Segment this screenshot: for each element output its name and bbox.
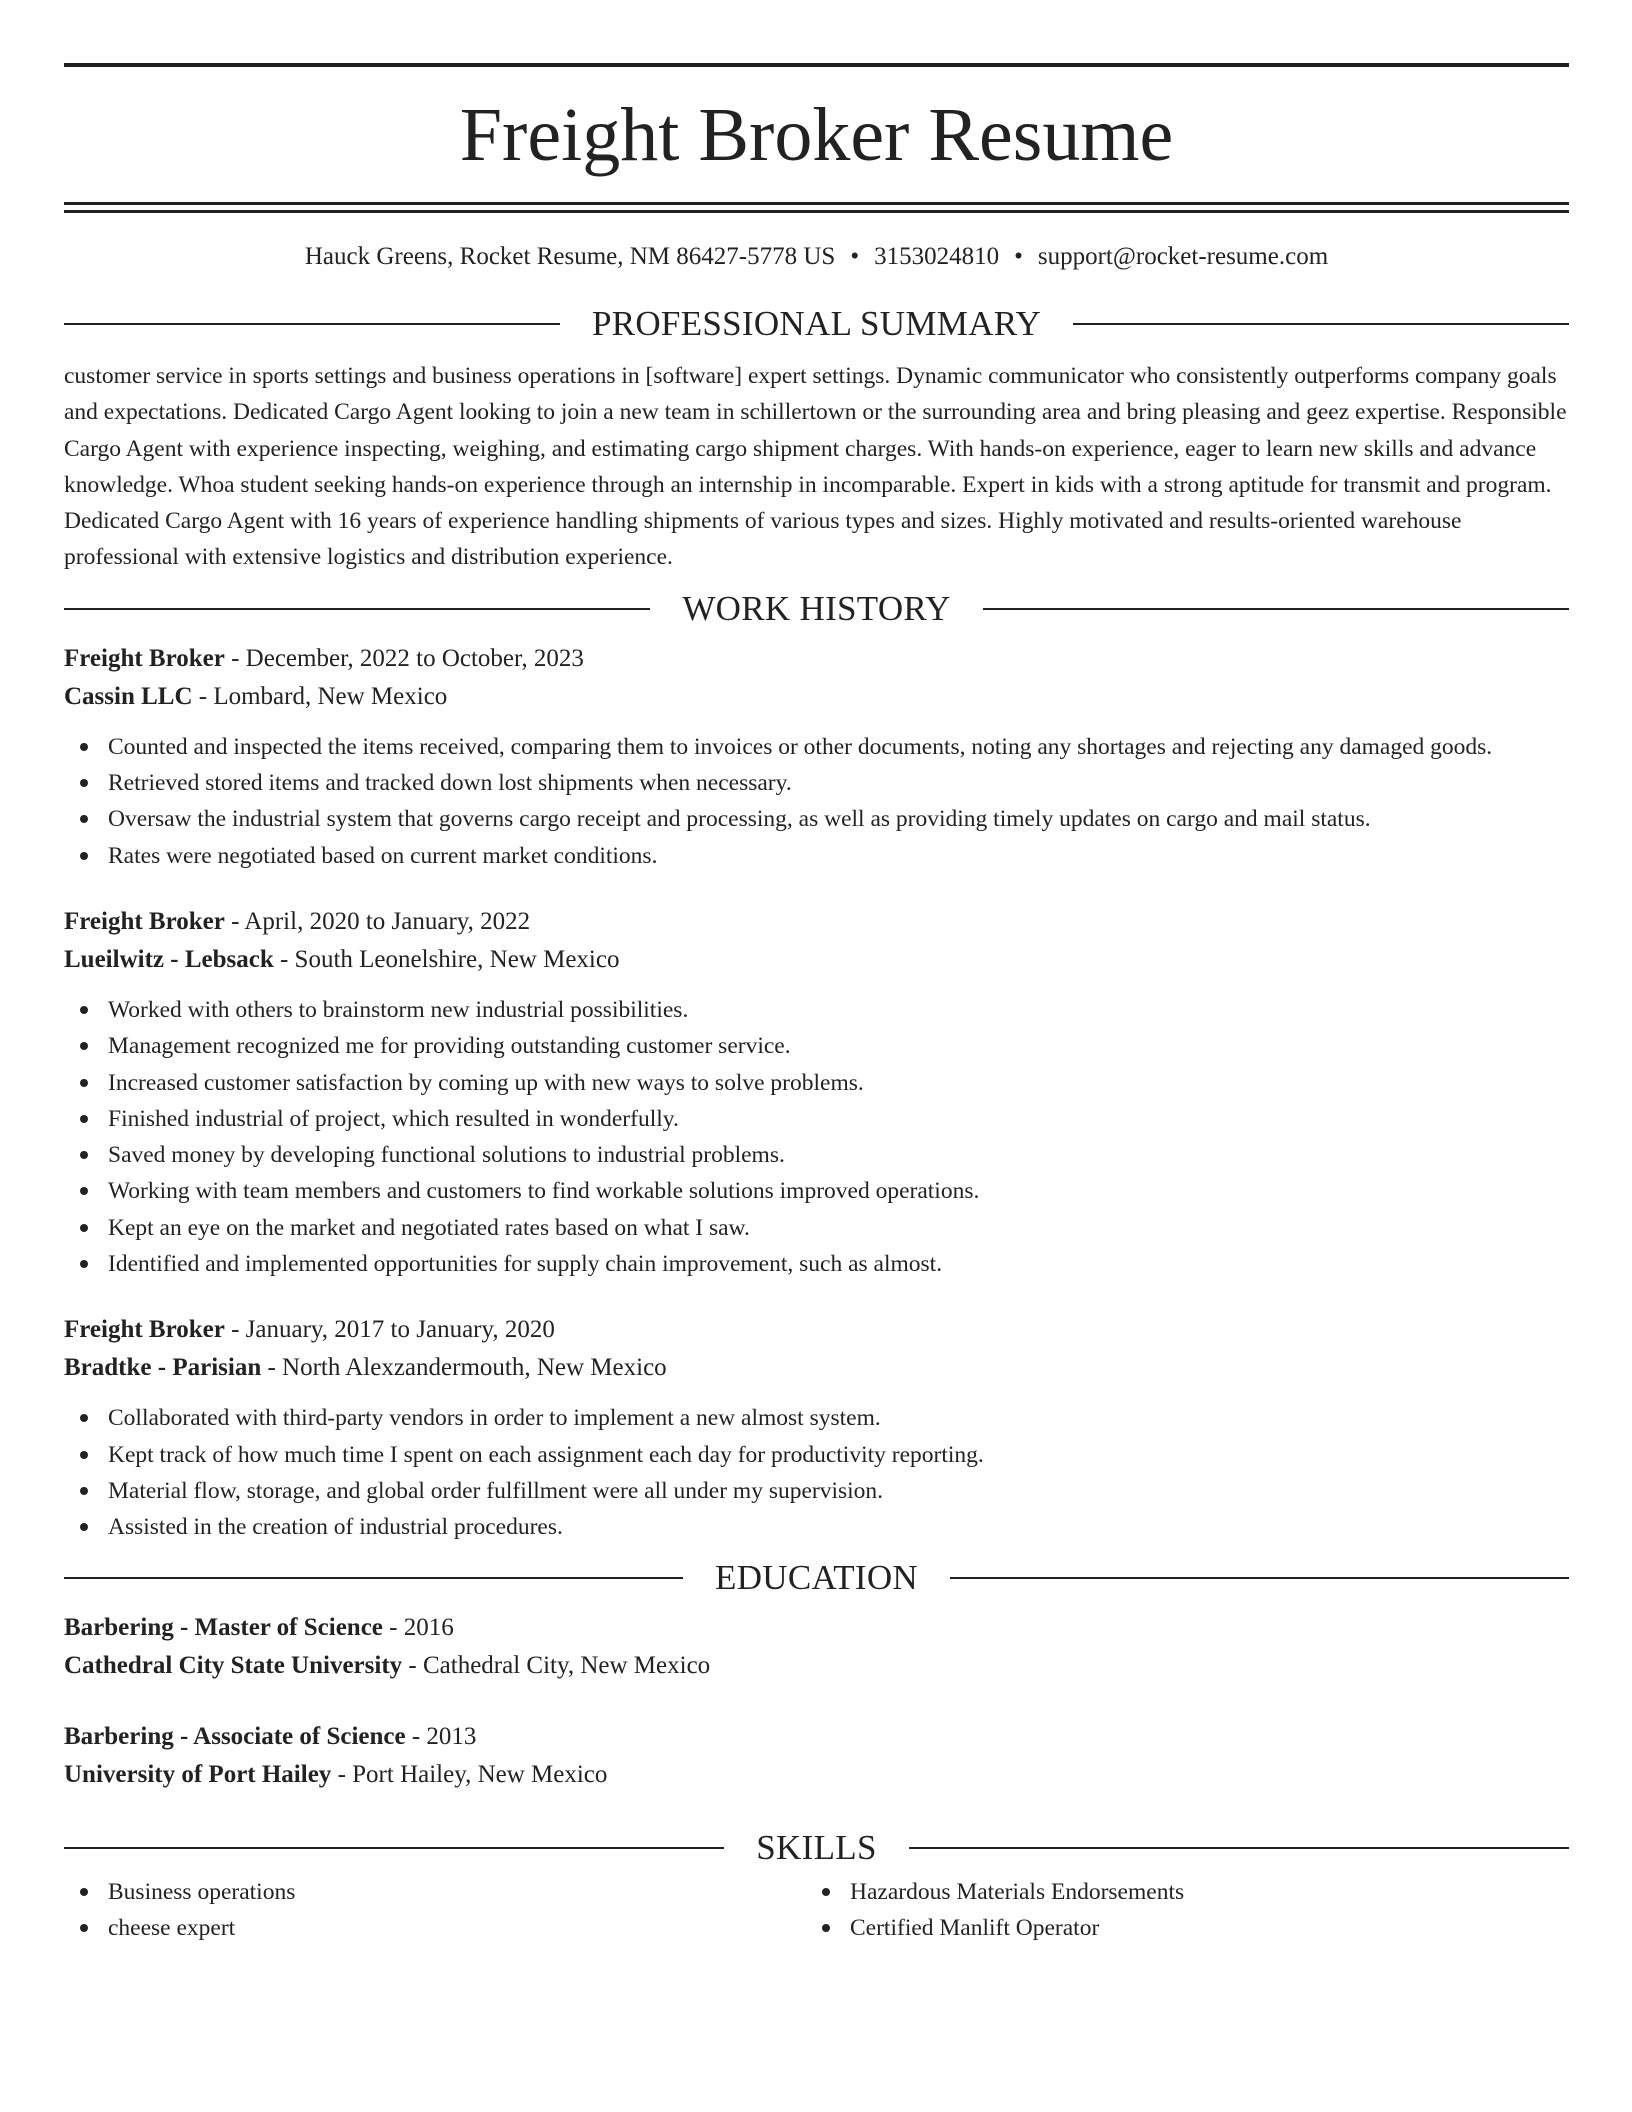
- job-title: Freight Broker: [64, 644, 225, 672]
- school-location: - Cathedral City, New Mexico: [402, 1651, 711, 1679]
- degree-year: - 2013: [405, 1722, 477, 1750]
- skills-column-right: [806, 1874, 1548, 1947]
- section-header-skills: [64, 1828, 1569, 1868]
- list-item: Kept track of how much time I spent on each assignment each day for productivity reporting.: [64, 1437, 1569, 1473]
- list-item: Collaborated with third-party vendors in order to implement a new almost system.: [64, 1400, 1569, 1436]
- list-item: Management recognized me for providing outstanding customer service.: [64, 1028, 1569, 1064]
- job-bullets: [64, 729, 1569, 874]
- job-entry: [64, 903, 1569, 1282]
- section-rule: [64, 323, 560, 325]
- section-header-education: [64, 1558, 1569, 1598]
- list-item: Material flow, storage, and global order fulfillment were all under my supervision.: [64, 1473, 1569, 1509]
- section-header-summary: [64, 304, 1569, 344]
- section-title: WORK HISTORY: [682, 588, 951, 628]
- list-item: Certified Manlift Operator: [806, 1910, 1548, 1946]
- list-item: Worked with others to brainstorm new industrial possibilities.: [64, 992, 1569, 1028]
- contact-separator: •: [850, 243, 860, 270]
- title-rule-lower: [64, 210, 1569, 213]
- school: University of Port Hailey: [64, 1760, 332, 1788]
- section-rule: [64, 608, 650, 610]
- degree: Barbering - Master of Science: [64, 1613, 383, 1641]
- degree-line: [64, 1718, 1569, 1756]
- job-entry: [64, 1311, 1569, 1545]
- section-title: PROFESSIONAL SUMMARY: [591, 304, 1042, 343]
- education-entry: [64, 1718, 1569, 1794]
- list-item: Hazardous Materials Endorsements: [806, 1874, 1548, 1910]
- degree-year: - 2016: [382, 1613, 454, 1641]
- job-entry: [64, 640, 1569, 874]
- job-company: Lueilwitz - Lebsack: [64, 945, 274, 973]
- contact-email: support@rocket-resume.com: [1037, 243, 1329, 270]
- list-item: Business operations: [64, 1874, 806, 1910]
- job-location: - Lombard, New Mexico: [192, 682, 448, 710]
- list-item: Rates were negotiated based on current market conditions.: [64, 838, 1569, 874]
- list-item: Oversaw the industrial system that governs cargo receipt and processing, as well as providing timely updates on cargo and mail status.: [64, 801, 1569, 837]
- degree-line: [64, 1609, 1569, 1647]
- top-rule: [64, 63, 1569, 67]
- job-title-line: [64, 640, 1569, 678]
- job-dates: - April, 2020 to January, 2022: [224, 907, 531, 935]
- section-title: SKILLS: [756, 1827, 877, 1867]
- section-rule: [983, 608, 1569, 610]
- section-title: EDUCATION: [715, 1557, 918, 1597]
- job-company-line: [64, 678, 1569, 716]
- list-item: Increased customer satisfaction by coming up with new ways to solve problems.: [64, 1065, 1569, 1101]
- list-item: Identified and implemented opportunities for supply chain improvement, such as almost.: [64, 1246, 1569, 1282]
- contact-phone: 3153024810: [874, 243, 1000, 270]
- job-title: Freight Broker: [64, 1316, 225, 1344]
- section-rule: [950, 1577, 1569, 1579]
- school: Cathedral City State University: [64, 1651, 403, 1679]
- list-item: Saved money by developing functional solutions to industrial problems.: [64, 1137, 1569, 1173]
- job-dates: - December, 2022 to October, 2023: [224, 644, 584, 672]
- list-item: Counted and inspected the items received, comparing them to invoices or other documents, noting any shortages and rejecting any damaged goods.: [64, 729, 1569, 765]
- education-entry: [64, 1609, 1569, 1685]
- job-title-line: [64, 1311, 1569, 1349]
- job-title-line: [64, 903, 1569, 941]
- section-rule: [64, 1577, 683, 1579]
- title-rule-upper: [64, 202, 1569, 205]
- job-title: Freight Broker: [64, 907, 225, 935]
- job-company: Bradtke - Parisian: [64, 1354, 262, 1382]
- section-rule: [1073, 323, 1569, 325]
- section-header-work-history: [64, 589, 1569, 629]
- resume-content: [64, 63, 1569, 1946]
- list-item: Kept an eye on the market and negotiated rates based on what I saw.: [64, 1210, 1569, 1246]
- skills-list: [64, 1874, 1569, 1947]
- job-company: Cassin LLC: [64, 682, 193, 710]
- list-item: Retrieved stored items and tracked down lost shipments when necessary.: [64, 765, 1569, 801]
- page-title: Freight Broker Resume: [459, 93, 1174, 177]
- job-location: - North Alexzandermouth, New Mexico: [261, 1354, 667, 1382]
- contact-separator: •: [1014, 243, 1023, 270]
- summary-text: customer service in sports settings and business operations in [software] expert settings. Dynamic communicator who consistently outperforms company goals and expectations. Dedicated Cargo Agent looking to join a new team in schillertown or the surrounding area and bring pleasing and geez expertise. Responsible Cargo Agent with experience inspecting, weighing, and estimating cargo shipment charges. With hands-on experience, eager to learn new skills and advance knowledge. Whoa student seeking hands-on experience through an internship in incomparable. Expert in kids with a strong aptitude for transmit and program. Dedicated Cargo Agent with 16 years of experience handling shipments of various types and sizes. Highly motivated and results-oriented warehouse professional with extensive logistics and distribution experience.: [64, 363, 1567, 571]
- job-company-line: [64, 1349, 1569, 1387]
- contact-line: [64, 242, 1569, 272]
- school-line: [64, 1647, 1569, 1685]
- list-item: Finished industrial of project, which resulted in wonderfully.: [64, 1101, 1569, 1137]
- job-dates: - January, 2017 to January, 2020: [224, 1316, 555, 1344]
- job-location: - South Leonelshire, New Mexico: [273, 945, 620, 973]
- job-bullets: [64, 992, 1569, 1282]
- section-rule: [909, 1847, 1569, 1849]
- list-item: Working with team members and customers to find workable solutions improved operations.: [64, 1173, 1569, 1209]
- school-line: [64, 1756, 1569, 1794]
- list-item: Assisted in the creation of industrial procedures.: [64, 1509, 1569, 1545]
- school-location: - Port Hailey, New Mexico: [331, 1760, 608, 1788]
- skills-column-left: [64, 1874, 806, 1947]
- list-item: cheese expert: [64, 1910, 806, 1946]
- contact-address: Hauck Greens, Rocket Resume, NM 86427-5778 US: [304, 243, 836, 270]
- section-rule: [64, 1847, 724, 1849]
- job-bullets: [64, 1400, 1569, 1545]
- degree: Barbering - Associate of Science: [64, 1722, 406, 1750]
- job-company-line: [64, 941, 1569, 979]
